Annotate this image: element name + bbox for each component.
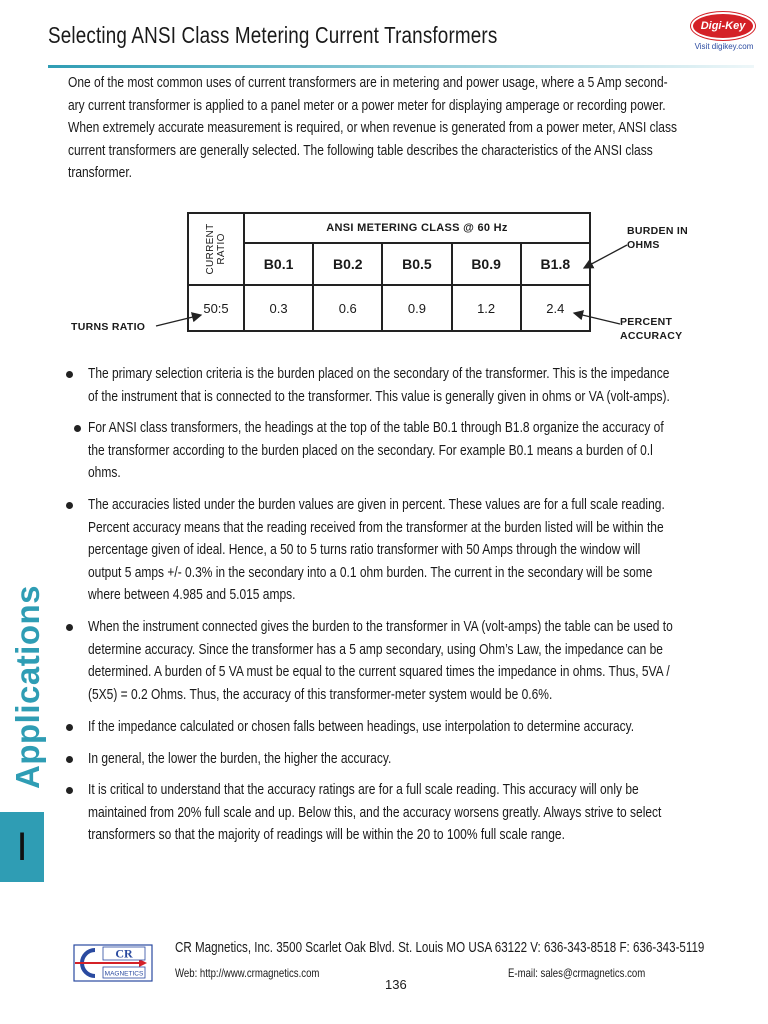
bullet-line: where between 4.985 and 5.015 amps. — [88, 586, 296, 603]
bullet-dot — [66, 724, 73, 731]
footer-email-link[interactable]: E-mail: sales@crmagnetics.com — [508, 966, 646, 980]
bullet-line: output 5 amps +/- 0.3% in the secondary into a 0.1 ohm burden. The current in the secondary will be some — [88, 563, 653, 581]
percent-annotation-line: ACCURACY — [620, 330, 683, 342]
section-letter-tab: I — [0, 812, 44, 882]
accuracy-cell: 2.4 — [521, 285, 590, 331]
intro-line: One of the most common uses of current transformers are in metering and power usage, where a 5 Amp second- — [68, 74, 668, 91]
bullet-line: determined. A burden of 5 VA must be equal to the current squared times the impedance in ohms. Thus, 5VA / — [88, 663, 670, 680]
bullet-dot — [66, 502, 73, 509]
turns-ratio-arrow — [156, 315, 201, 326]
burden-arrow — [584, 245, 627, 268]
logo-cr-text: CR — [115, 946, 133, 961]
class-cell: B0.1 — [244, 243, 313, 285]
bullet-line: The primary selection criteria is the burden placed on the secondary of the transformer. This is the impedance — [88, 365, 670, 382]
bullet-line: maintained from 20% full scale and up. Below this, and the accuracy worsens greatly. Always strive to select — [88, 803, 662, 821]
digikey-link[interactable]: Visit digikey.com — [694, 42, 754, 51]
class-cell: B0.5 — [382, 243, 451, 285]
bullet-line: Percent accuracy means that the reading received from the transformer at the burden listed will be within the — [88, 518, 664, 536]
accuracy-cell: 0.9 — [382, 285, 451, 331]
bullet-item-3 — [88, 494, 665, 607]
percent-annotation-line: PERCENT — [620, 316, 673, 328]
logo-magnetics-text: MAGNETICS — [104, 970, 144, 978]
bullet-line: In general, the lower the burden, the higher the accuracy. — [88, 750, 392, 767]
section-side-label: Applications — [9, 584, 46, 789]
accuracy-cell: 1.2 — [452, 285, 521, 331]
bullet-item-2 — [88, 417, 664, 485]
bullet-dot — [66, 787, 73, 794]
class-cell: B0.9 — [452, 243, 521, 285]
bullet-line: The accuracies listed under the burden values are given in percent. These values are for a full scale reading. — [88, 496, 665, 513]
bullet-dot — [66, 624, 73, 631]
bullet-line: When the instrument connected gives the burden to the transformer in VA (volt-amps) the table can be used to — [88, 618, 673, 635]
burden-annotation-line: OHMS — [627, 239, 660, 251]
bullet-line: of the instrument that is connected to the transformer. This value is generally given in ohms or VA (volt-amps). — [88, 387, 670, 405]
bullet-dot — [66, 756, 73, 763]
bullet-item-6 — [88, 748, 391, 771]
footer-web-link[interactable]: Web: http://www.crmagnetics.com — [175, 966, 320, 980]
bullet-line: ohms. — [88, 464, 121, 481]
bullet-item-4 — [88, 616, 673, 706]
bullet-line: (5X5) = 0.2 Ohms. Thus, the accuracy of this transformer-meter system would be 0.6%. — [88, 685, 553, 703]
intro-line: ary current transformer is applied to a panel meter or a power meter for displaying amperage or recording power. — [68, 96, 666, 114]
current-ratio-label-2: RATIO — [216, 233, 227, 265]
cr-magnetics-logo — [73, 944, 153, 982]
footer-address: CR Magnetics, Inc. 3500 Scarlet Oak Blvd. St. Louis MO USA 63122 V: 636-343-8518 F: 636-343-5119 — [175, 940, 705, 956]
intro-line: transformer. — [68, 164, 133, 181]
bullet-line: If the impedance calculated or chosen falls between headings, use interpolation to determine accuracy. — [88, 718, 635, 735]
bullet-line: It is critical to understand that the accuracy ratings are for a full scale reading. This accuracy will only be — [88, 781, 639, 798]
bullet-dot — [66, 371, 73, 378]
page-title: Selecting ANSI Class Metering Current Transformers — [48, 22, 498, 48]
page-number: 136 — [385, 977, 407, 992]
accuracy-cell: 0.6 — [313, 285, 382, 331]
intro-line: current transformers are generally selected. The following table describes the characteristics of the ANSI class — [68, 141, 653, 159]
bullet-dot — [74, 425, 81, 432]
bullet-item-5 — [88, 716, 634, 739]
bullet-item-7 — [88, 779, 661, 847]
class-cell: B1.8 — [521, 243, 590, 285]
turns-ratio-annotation: TURNS RATIO — [71, 321, 146, 333]
bullet-item-1 — [88, 363, 670, 408]
metering-class-header: ANSI METERING CLASS @ 60 Hz — [244, 213, 590, 243]
bullet-line: the transformer according to the burden placed on the secondary. For example B0.1 means a burden of 0.l — [88, 441, 653, 459]
bullet-line: For ANSI class transformers, the headings at the top of the table B0.1 through B1.8 organize the accuracy of — [88, 419, 664, 436]
ratio-cell: 50:5 — [188, 285, 244, 331]
bullet-line: percentage given of ideal. Hence, a 50 to 5 turns ratio transformer with 50 Amps through the window will — [88, 541, 641, 558]
intro-line: When extremely accurate measurement is required, or when revenue is generated from a power meter, ANSI class — [68, 119, 677, 136]
digikey-logo[interactable]: Digi-Key — [693, 14, 753, 38]
burden-annotation-line: BURDEN IN — [627, 225, 689, 237]
class-cell: B0.2 — [313, 243, 382, 285]
bullet-line: determine accuracy. Since the transformer has a 5 amp secondary, using Ohm’s Law, the impedance can be — [88, 640, 663, 658]
accuracy-cell: 0.3 — [244, 285, 313, 331]
percent-arrow — [574, 313, 620, 324]
bullet-line: transformers so that the majority of readings will be within the 20 to 100% full scale range. — [88, 826, 565, 843]
current-ratio-label-1: CURRENT — [205, 223, 216, 275]
